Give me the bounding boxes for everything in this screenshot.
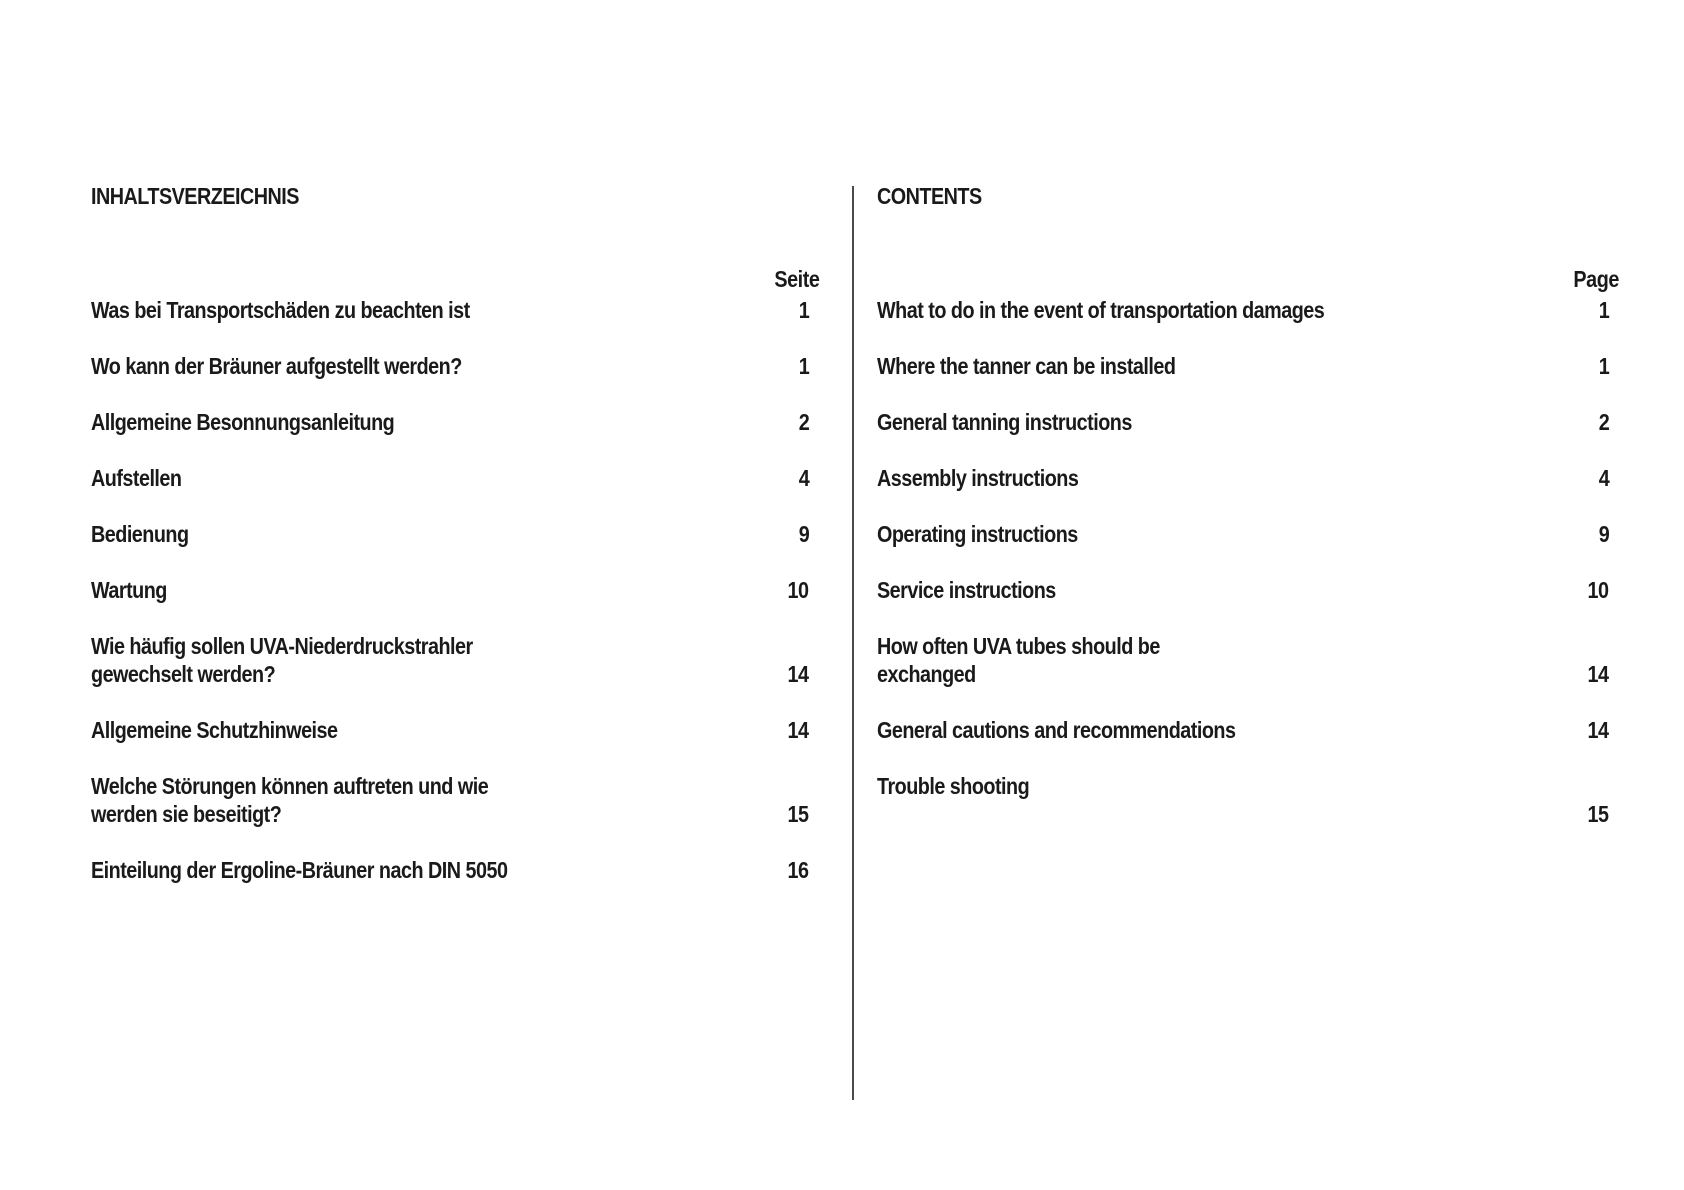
german-toc-entry-title: Wo kann der Bräuner aufgestellt werden? bbox=[91, 353, 462, 379]
english-toc-entry-title: General tanning instructions bbox=[877, 409, 1132, 435]
german-toc-heading: INHALTSVERZEICHNIS bbox=[91, 183, 299, 209]
german-toc-entry-page: 9 bbox=[798, 521, 809, 547]
german-toc-entry-page: 14 bbox=[787, 717, 809, 743]
german-toc-entry-title: Bedienung bbox=[91, 521, 189, 547]
english-toc-entry-title: Assembly instructions bbox=[877, 465, 1079, 491]
german-page-column-label: Seite bbox=[773, 266, 819, 292]
german-toc-entry-page: 4 bbox=[798, 465, 809, 491]
english-toc-entry-page: 14 bbox=[1587, 717, 1609, 743]
english-toc-entry-page: 4 bbox=[1598, 465, 1609, 491]
german-toc-entry-title: Einteilung der Ergoline-Bräuner nach DIN 5050 bbox=[91, 857, 508, 883]
german-toc-entry-title: Wie häufig sollen UVA-Niederdruckstrahler gewechselt werden? bbox=[91, 633, 473, 687]
english-toc-entry-page: 14 bbox=[1587, 661, 1609, 687]
english-page-column-label: Page bbox=[1573, 266, 1619, 292]
german-toc-entry-page: 16 bbox=[787, 857, 809, 883]
german-toc-entry-page: 1 bbox=[798, 353, 809, 379]
english-toc-entry-title: General cautions and recommendations bbox=[877, 717, 1236, 743]
english-toc-entry-title: Operating instructions bbox=[877, 521, 1078, 547]
german-toc-entry-page: 1 bbox=[798, 297, 809, 323]
english-toc-entry-title: Service instructions bbox=[877, 577, 1056, 603]
german-toc-entry-page: 10 bbox=[787, 577, 809, 603]
english-toc-entry-title: What to do in the event of transportation damages bbox=[877, 297, 1325, 323]
english-toc-entry-page: 1 bbox=[1598, 353, 1609, 379]
english-toc-entry-title: Where the tanner can be installed bbox=[877, 353, 1176, 379]
english-toc-entry-page: 10 bbox=[1587, 577, 1609, 603]
english-toc-entry-page: 1 bbox=[1598, 297, 1609, 323]
german-toc-entry-title: Welche Störungen können auftreten und wie werden sie beseitigt? bbox=[91, 773, 489, 827]
english-toc-entry-page: 2 bbox=[1598, 409, 1609, 435]
german-toc-entry-page: 2 bbox=[798, 409, 809, 435]
column-divider bbox=[852, 186, 854, 1100]
german-toc-entry-title: Aufstellen bbox=[91, 465, 182, 491]
german-toc-entry-page: 14 bbox=[787, 661, 809, 687]
german-toc-entry-title: Allgemeine Besonnungsanleitung bbox=[91, 409, 395, 435]
english-toc-heading: CONTENTS bbox=[877, 183, 982, 209]
german-toc-entry-title: Was bei Transportschäden zu beachten ist bbox=[91, 297, 470, 323]
english-toc-entry-page: 15 bbox=[1587, 801, 1609, 827]
english-toc-entry-title: How often UVA tubes should be exchanged bbox=[877, 633, 1160, 687]
english-toc-entry-page: 9 bbox=[1598, 521, 1609, 547]
german-toc-entry-title: Allgemeine Schutzhinweise bbox=[91, 717, 338, 743]
german-toc-entry-title: Wartung bbox=[91, 577, 167, 603]
german-toc-entry-page: 15 bbox=[787, 801, 809, 827]
english-toc-entry-title: Trouble shooting bbox=[877, 773, 1030, 799]
